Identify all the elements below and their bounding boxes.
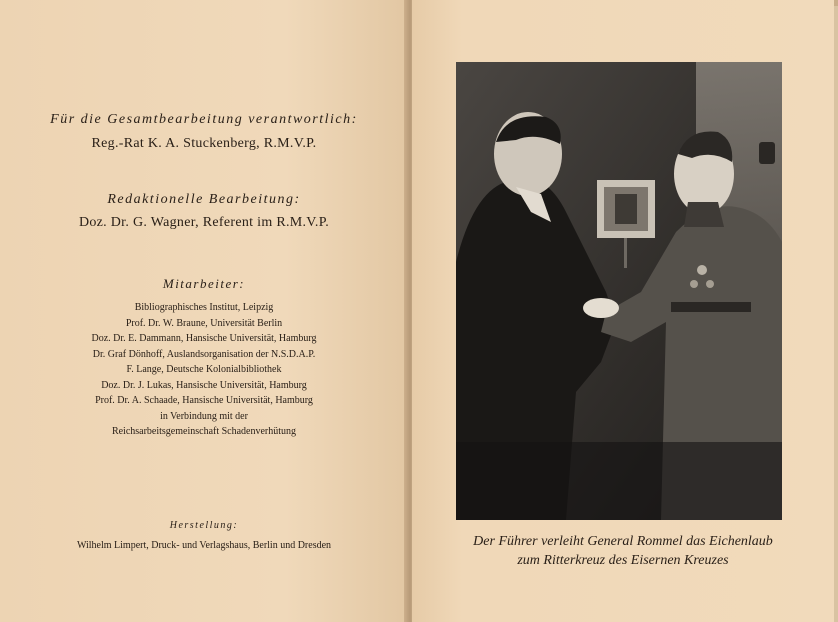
contributors-list [0, 300, 408, 440]
contributor-line: Doz. Dr. E. Dammann, Hansische Universität, Hamburg [91, 333, 317, 344]
responsible-heading: Für die Gesamtbearbeitung verantwortlich: [50, 112, 358, 127]
contributor-line: Prof. Dr. W. Braune, Universität Berlin [125, 317, 283, 329]
editorial-heading: Redaktionelle Bearbeitung: [107, 192, 301, 207]
contributor-line: F. Lange, Deutsche Kolonialbibliothek [126, 364, 282, 375]
production-heading: Herstellung: [169, 520, 239, 531]
editorial-name: Doz. Dr. G. Wagner, Referent im R.M.V.P. [78, 215, 330, 230]
contributors-heading: Mitarbeiter: [162, 276, 246, 291]
contributor-line: Bibliographisches Institut, Leipzig [134, 302, 274, 313]
photo-caption-line2: zum Ritterkreuz des Eisernen Kreuzes [517, 553, 729, 568]
contributor-line: in Verbindung mit der [160, 410, 248, 422]
contributor-line: Doz. Dr. J. Lukas, Hansische Universität, Hamburg [101, 379, 307, 391]
responsible-name: Reg.-Rat K. A. Stuckenberg, R.M.V.P. [91, 136, 317, 151]
rommel-photograph [456, 62, 782, 520]
left-page [0, 0, 408, 622]
photograph-image [456, 62, 782, 520]
contributor-line: Prof. Dr. A. Schaade, Hansische Universität, Hamburg [95, 395, 313, 406]
production-text: Wilhelm Limpert, Druck- und Verlagshaus, Berlin und Dresden [76, 540, 332, 551]
photo-caption-line1: Der Führer verleiht General Rommel das Eichenlaub [473, 534, 773, 549]
contributor-line: Reichsarbeitsgemeinschaft Schadenverhütung [111, 426, 297, 437]
contributor-line: Dr. Graf Dönhoff, Auslandsorganisation der N.S.D.A.P. [92, 348, 316, 360]
